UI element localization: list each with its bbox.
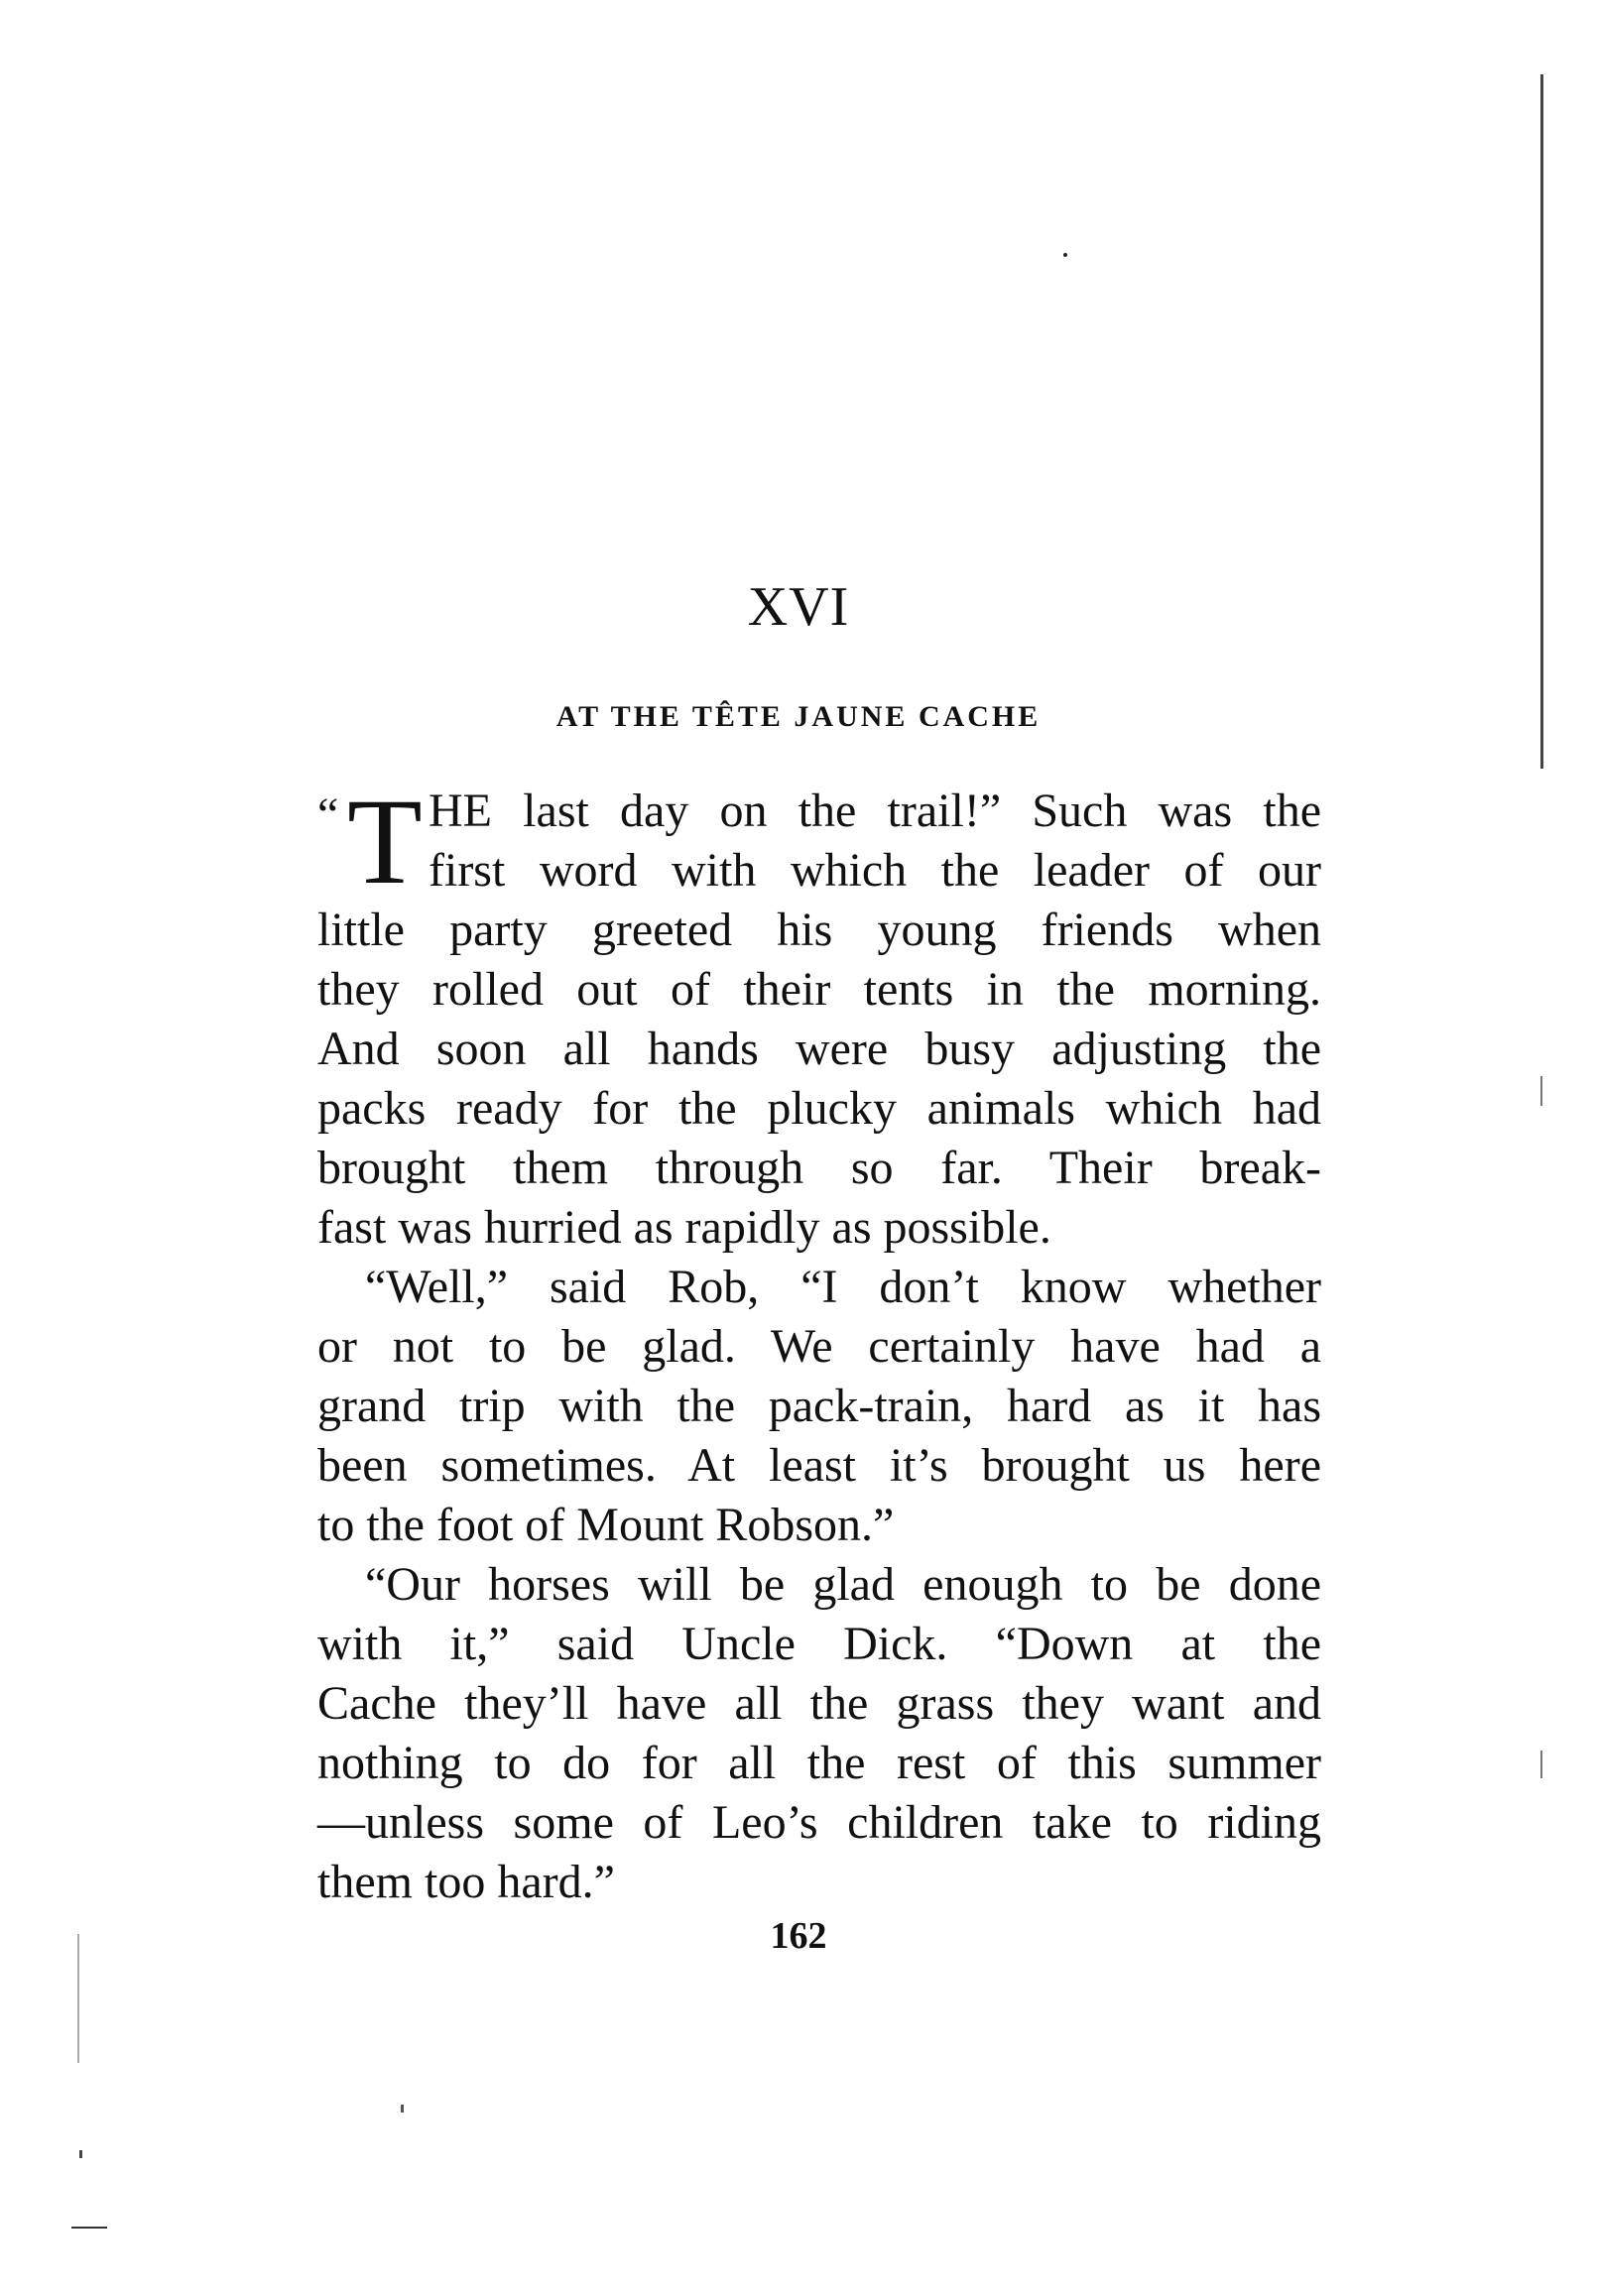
text-line: packs ready for the plucky animals which had [317, 1082, 1321, 1135]
body-text [317, 774, 1321, 1912]
text-line: with it,” said Uncle Dick. “Down at the [317, 1618, 1321, 1670]
open-quote: “ [317, 788, 339, 841]
text-line: “Our horses will be glad enough to be done [365, 1558, 1321, 1611]
text-line: fast was hurried as rapidly as possible. [317, 1201, 1051, 1254]
scan-speck [1063, 253, 1067, 257]
text-line: brought them through so far. Their break- [317, 1142, 1321, 1194]
scan-edge-mark [1540, 1076, 1542, 1106]
scan-dash [71, 2227, 107, 2229]
scan-edge-line [77, 1934, 79, 2063]
chapter-title: AT THE TÊTE JAUNE CACHE [555, 700, 1042, 733]
drop-cap: T [347, 774, 423, 909]
scan-speck [79, 2150, 82, 2158]
text-line: first word with which the leader of our [429, 844, 1321, 897]
text-line: Cache they’ll have all the grass they want and [317, 1677, 1321, 1730]
chapter-number: XVI [747, 576, 850, 638]
text-line: or not to be glad. We certainly have had a [317, 1320, 1321, 1373]
paragraph-1 [317, 774, 1321, 1258]
page-number: 162 [770, 1915, 827, 1957]
text-line: to the foot of Mount Robson.” [317, 1499, 895, 1551]
scan-edge-line [1540, 74, 1543, 769]
text-line: grand trip with the pack-train, hard as it has [317, 1380, 1321, 1432]
text-line: HE last day on the trail!” Such was the [429, 785, 1321, 837]
text-line: they rolled out of their tents in the morning. [317, 963, 1321, 1016]
text-line: been sometimes. At least it’s brought us here [317, 1439, 1321, 1492]
text-line: And soon all hands were busy adjusting the [317, 1023, 1321, 1075]
text-line: little party greeted his young friends when [317, 904, 1321, 956]
text-line: them too hard.” [317, 1856, 615, 1908]
paragraph-2 [317, 1258, 1321, 1555]
paragraph-3 [317, 1555, 1321, 1912]
scan-speck [401, 2105, 404, 2113]
text-line: nothing to do for all the rest of this summer [317, 1737, 1321, 1789]
text-line: “Well,” said Rob, “I don’t know whether [365, 1261, 1321, 1313]
text-line: —unless some of Leo’s children take to riding [317, 1796, 1321, 1849]
scan-edge-mark [1540, 1751, 1542, 1778]
